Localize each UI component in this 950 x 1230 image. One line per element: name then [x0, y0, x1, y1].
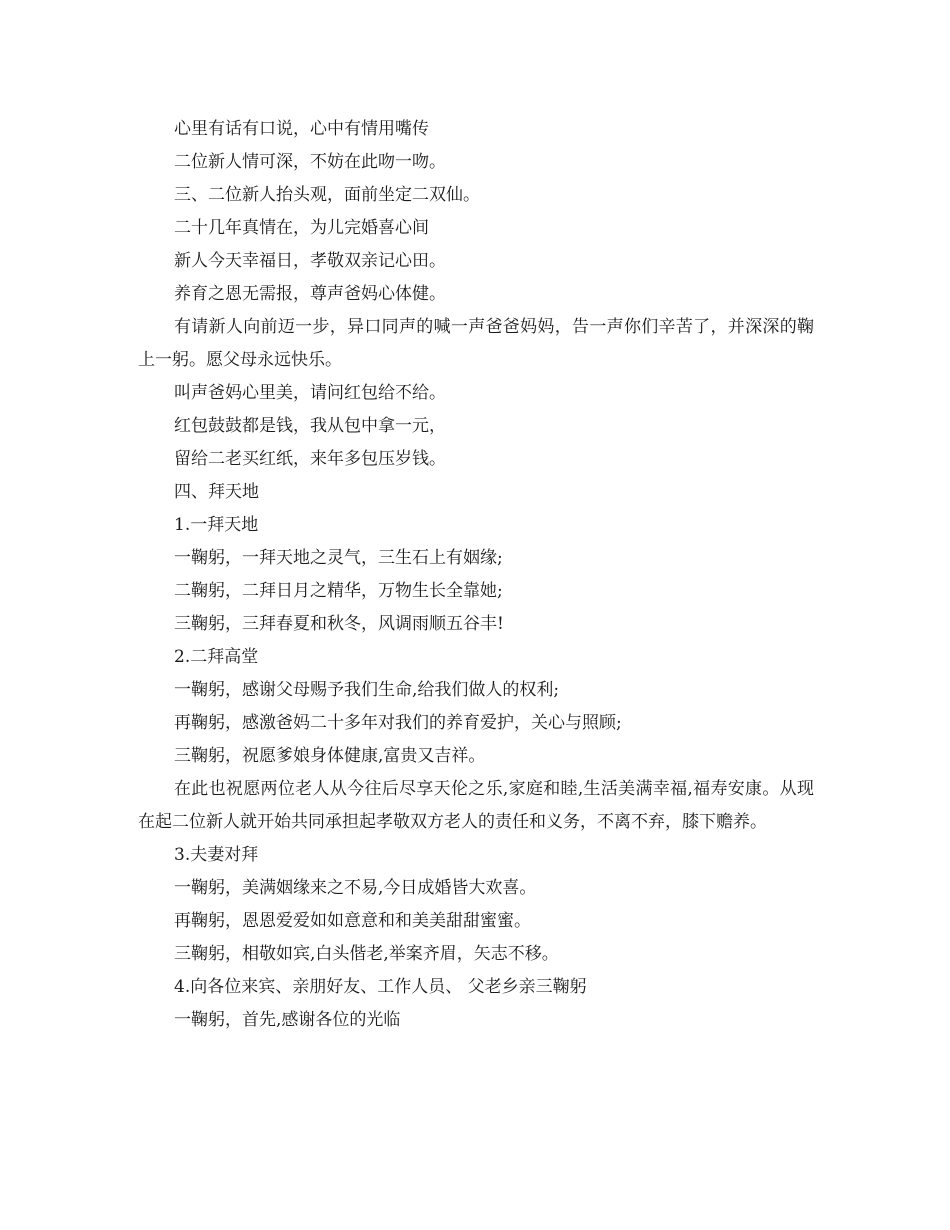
paragraph: 三鞠躬，相敬如宾,白头偕老,举案齐眉，矢志不移。	[174, 944, 559, 964]
paragraph: 二位新人情可深，不妨在此吻一吻。	[174, 152, 446, 172]
paragraph: 新人今天幸福日，孝敬双亲记心田。	[174, 251, 446, 271]
paragraph: 养育之恩无需报，尊声爸妈心体健。	[174, 284, 446, 304]
section-heading: 三、二位新人抬头观，面前坐定二双仙。	[174, 185, 480, 205]
paragraph: 一鞠躬，美满姻缘来之不易,今日成婚皆大欢喜。	[174, 878, 537, 898]
subsection-heading: 4.向各位来宾、亲朋好友、工作人员、 父老乡亲三鞠躬	[174, 977, 587, 997]
paragraph: 三鞠躬，三拜春夏和秋冬，风调雨顺五谷丰!	[174, 614, 504, 634]
paragraph: 心里有话有口说，心中有情用嘴传	[174, 119, 429, 139]
subsection-heading: 3.夫妻对拜	[174, 845, 259, 865]
document-body	[138, 113, 814, 1037]
paragraph: 留给二老买红纸，来年多包压岁钱。	[174, 449, 446, 469]
paragraph: 再鞠躬，感激爸妈二十多年对我们的养育爱护，关心与照顾;	[174, 713, 622, 733]
subsection-heading: 2.二拜高堂	[174, 647, 259, 667]
paragraph: 二鞠躬，二拜日月之精华，万物生长全靠她;	[174, 581, 503, 601]
paragraph: 叫声爸妈心里美，请问红包给不给。	[174, 383, 446, 403]
paragraph: 一鞠躬，感谢父母赐予我们生命,给我们做人的权利;	[174, 680, 560, 700]
paragraph: 有请新人向前迈一步，异口同声的喊一声爸爸妈妈，告一声你们辛苦了，并深深的鞠上一躬。愿父母永远快乐。	[138, 317, 814, 370]
paragraph: 红包鼓鼓都是钱，我从包中拿一元，	[174, 416, 446, 436]
section-heading: 四、拜天地	[174, 482, 259, 502]
paragraph: 再鞠躬，恩恩爱爱如如意意和和美美甜甜蜜蜜。	[174, 911, 531, 931]
paragraph: 一鞠躬，一拜天地之灵气，三生石上有姻缘;	[174, 548, 503, 568]
subsection-heading: 1.一拜天地	[174, 515, 259, 535]
paragraph: 二十几年真情在，为儿完婚喜心间	[174, 218, 429, 238]
paragraph: 一鞠躬，首先,感谢各位的光临	[174, 1010, 401, 1030]
paragraph: 三鞠躬，祝愿爹娘身体健康,富贵又吉祥。	[174, 746, 486, 766]
paragraph: 在此也祝愿两位老人从今往后尽享天伦之乐,家庭和睦,生活美满幸福,福寿安康。从现在起二位新人就开始共同承担起孝敬双方老人的责任和义务，不离不弃，膝下赡养。	[138, 779, 814, 832]
